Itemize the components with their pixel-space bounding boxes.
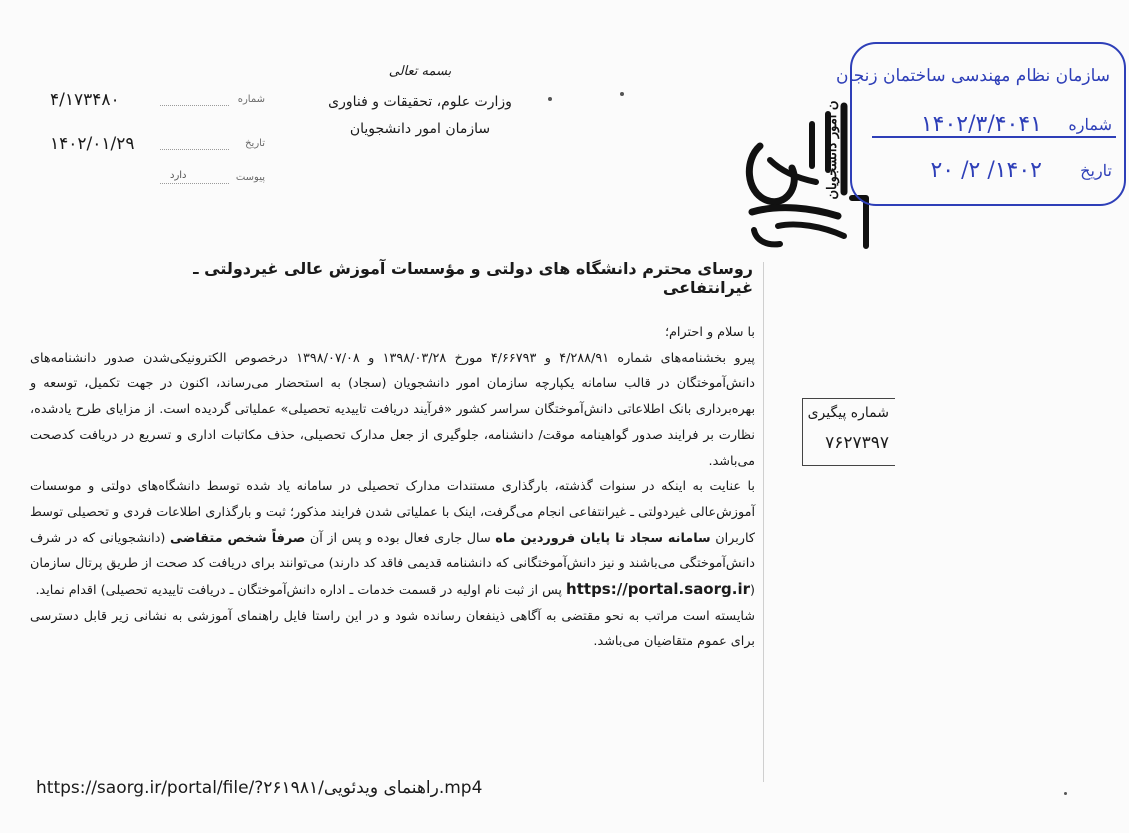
- letter-attachment-label: پیوست: [235, 172, 265, 183]
- greeting: با سلام و احترام؛: [664, 325, 755, 340]
- stamp-date-value: ۱۴۰۲/ ۲/ ۲۰: [930, 158, 1042, 183]
- paragraph-3: شایسته است مراتب به نحو مقتضی به آگاهی ذینفعان رسانده شود و در این راستا فایل راهنمای آموزشی به نشانی زیر قابل دسترسی برای عموم متقاضیان می‌باشد.: [30, 608, 755, 650]
- letter-number-label: شماره: [237, 94, 265, 105]
- incoming-stamp: [836, 42, 1126, 206]
- letter-number-row: [50, 90, 265, 116]
- ministry-name: وزارت علوم، تحقیقات و فناوری: [328, 94, 512, 110]
- letter-attachment-value: دارد: [170, 170, 187, 181]
- paragraph-1: پیرو بخشنامه‌های شماره ۴/۲۸۸/۹۱ و ۴/۶۶۷۹۳ مورخ ۱۳۹۸/۰۳/۲۸ و ۱۳۹۸/۰۷/۰۸ درخصوص الکترونیکی‌شدن صدور دانشنامه‌های دانش‌آموختگان در قالب سامانه یکپارچه سازمان امور دانشجویان (سجاد) به استحضار می‌رساند، اکنون در جهت تکمیل، توسعه و بهره‌برداری بانک اطلاعاتی دانش‌آموختگان سراسر کشور «فرآیند دریافت تاییدیه تحصیلی» عملیاتی گردیده است. از مزایای طرح یادشده، نظارت بر فرایند صدور گواهینامه موقت/ دانشنامه، جلوگیری از جعل مدارک تحصیلی، حذف مکاتبات اداری و تسریع در دریافت کدصحت می‌باشد.: [30, 350, 755, 469]
- tracking-number-box: [802, 398, 895, 466]
- addressee: روسای محترم دانشگاه های دولتی و مؤسسات آموزش عالی غیردولتی ـ غیرانتفاعی: [193, 259, 753, 297]
- stamp-number-value: ۱۴۰۲/۳/۴۰۴۱: [920, 112, 1042, 137]
- scan-speck: [620, 92, 624, 96]
- paragraph-2-part-a: با عنایت به اینکه در سنوات گذشته، بارگذاری مستندات مدارک تحصیلی در سامانه یاد شده توسط دانشگاه‌های دولتی و موسسات آموزش‌عالی غیردولتی ـ غیرانتفاعی انجام می‌گرفت، اینک با عملیاتی شدن فرایند مذکور؛ ثبت و بارگذاری اطلاعات فردی و تحصیلی توسط کاربران: [30, 479, 755, 546]
- stamp-organization: سازمان نظام مهندسی ساختمان زنجان: [836, 66, 1110, 86]
- ministry-header: [300, 64, 540, 143]
- letter-date-label: تاریخ: [245, 138, 265, 149]
- margin-divider: [763, 262, 764, 782]
- guide-file-link[interactable]: https://saorg.ir/portal/file/?۲۶۱۹۸۱/راهنمای ویدئویی.mp4: [36, 778, 483, 798]
- paragraph-2-bold-deadline: سامانه سجاد تا پایان فروردین ماه: [495, 530, 711, 546]
- stamp-date-label: تاریخ: [1080, 161, 1112, 180]
- paragraph-2: [30, 474, 755, 604]
- letter-date-value: ۱۴۰۲/۰۱/۲۹: [50, 134, 135, 154]
- tracking-number-value: ۷۶۲۷۳۹۷: [825, 433, 889, 453]
- stamp-number-label: شماره: [1068, 115, 1112, 134]
- organization-name: سازمان امور دانشجویان: [349, 121, 491, 137]
- letter-body: [30, 320, 755, 655]
- bismillah: بسمه تعالی: [388, 64, 452, 79]
- scan-speck: [1064, 792, 1067, 795]
- paragraph-2-part-c: (دانشجویانی که در شرف دانش‌آموختگی می‌باشند و نیز دانش‌آموختگانی که دانشنامه قدیمی فاقد کد دارند) می‌توانند برای دریافت کد صحت از طریق پرتال سازمان (: [30, 530, 755, 599]
- stamp-date-row: [862, 158, 1112, 188]
- portal-link[interactable]: https://portal.saorg.ir: [566, 580, 750, 599]
- scan-speck: [548, 97, 552, 101]
- letter-number-value: ۴/۱۷۳۴۸۰: [50, 90, 120, 110]
- paragraph-2-part-b: سال جاری فعال بوده و پس از آن: [309, 530, 491, 546]
- tracking-number-label: شماره پیگیری: [807, 405, 889, 421]
- paragraph-2-bold-applicant: صرفاً شخص متقاضی: [170, 530, 306, 546]
- logo-text: سازمان امور دانشجویان: [825, 100, 840, 200]
- letter-date-row: [50, 134, 265, 160]
- letter-attachment-row: [50, 168, 265, 194]
- paragraph-2-part-d: پس از ثبت نام اولیه در قسمت خدمات ـ اداره دانش‌آموختگان ـ دریافت تاییدیه تحصیلی) اقدام نماید.: [35, 583, 562, 599]
